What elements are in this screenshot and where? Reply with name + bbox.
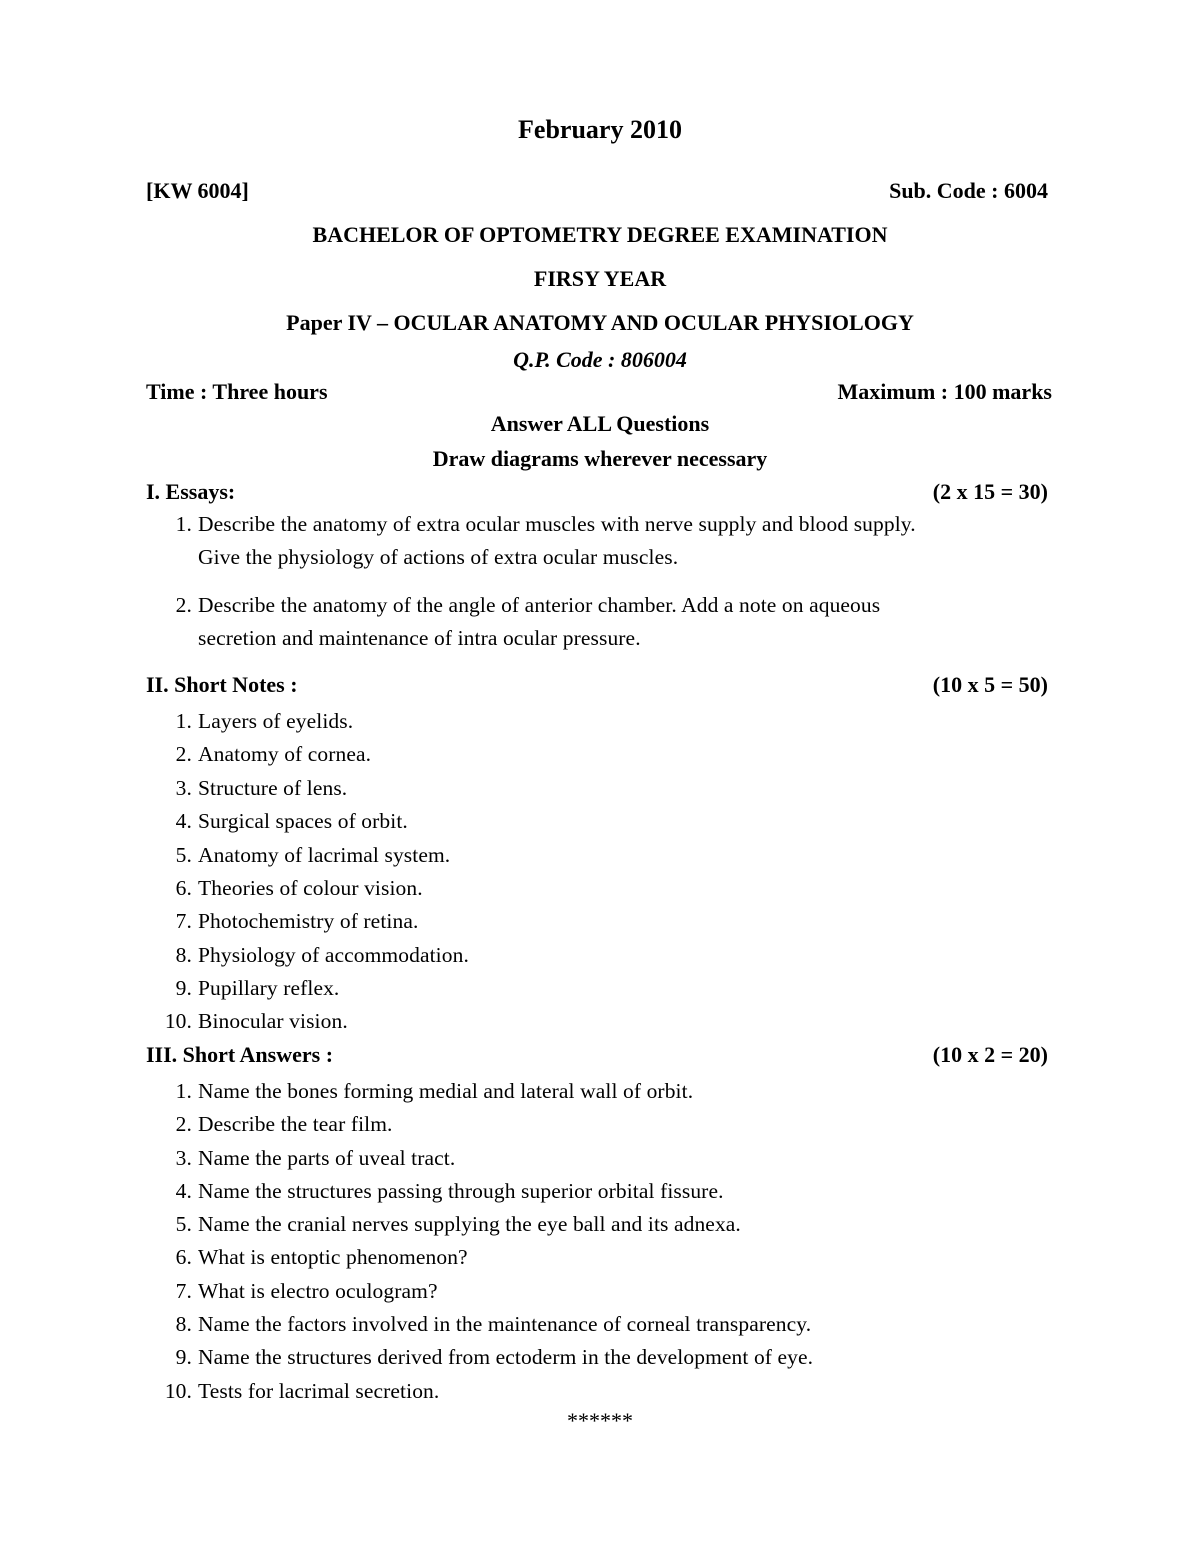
item-number: 9. <box>175 1345 192 1369</box>
item-number: 4. <box>175 1179 192 1203</box>
list-item <box>152 1379 439 1404</box>
item-text: Name the factors involved in the maintenance of corneal transparency. <box>198 1312 812 1336</box>
item-number: 1. <box>175 512 192 536</box>
subject-code: Sub. Code : 6004 <box>889 178 1048 203</box>
exam-time: Time : Three hours <box>146 379 328 404</box>
item-number: 9. <box>175 976 192 1000</box>
list-item <box>152 1179 724 1204</box>
item-number: 7. <box>175 909 192 933</box>
item-number: 2. <box>175 742 192 766</box>
item-text: Describe the anatomy of the angle of anterior chamber. Add a note on aqueous <box>198 593 881 617</box>
list-item <box>152 1312 811 1337</box>
year-title: FIRSY YEAR <box>533 266 667 291</box>
list-item <box>152 1079 693 1104</box>
section-short-answers-marks: (10 x 2 = 20) <box>932 1042 1048 1067</box>
exam-code: [KW 6004] <box>146 178 249 203</box>
item-number: 5. <box>175 1212 192 1236</box>
item-number: 10. <box>164 1009 192 1033</box>
item-text: Name the bones forming medial and lateral wall of orbit. <box>198 1079 694 1103</box>
item-number: 1. <box>175 1079 192 1103</box>
paper-title: Paper IV – OCULAR ANATOMY AND OCULAR PHYSIOLOGY <box>286 310 914 335</box>
item-number: 7. <box>175 1279 192 1303</box>
list-item <box>152 742 371 767</box>
list-item <box>152 943 469 968</box>
item-text-continued: secretion and maintenance of intra ocular pressure. <box>198 626 641 650</box>
list-item <box>152 1245 468 1270</box>
item-text-continued: Give the physiology of actions of extra ocular muscles. <box>198 545 679 569</box>
list-item <box>152 1279 438 1304</box>
section-short-answers-title: III. Short Answers : <box>146 1042 334 1067</box>
item-text: Physiology of accommodation. <box>198 943 469 967</box>
list-item <box>152 593 880 618</box>
item-number: 8. <box>175 1312 192 1336</box>
list-item <box>152 909 418 934</box>
item-text: What is electro oculogram? <box>198 1279 438 1303</box>
item-number: 3. <box>175 776 192 800</box>
item-text: Pupillary reflex. <box>198 976 340 1000</box>
item-number: 3. <box>175 1146 192 1170</box>
qp-code: Q.P. Code : 806004 <box>513 347 687 372</box>
item-number: 2. <box>175 1112 192 1136</box>
item-text: Binocular vision. <box>198 1009 348 1033</box>
item-text: Layers of eyelids. <box>198 709 354 733</box>
list-item <box>152 1146 455 1171</box>
item-text: Name the structures passing through superior orbital fissure. <box>198 1179 724 1203</box>
item-number: 8. <box>175 943 192 967</box>
item-text: Describe the tear film. <box>198 1112 393 1136</box>
list-item <box>152 512 916 537</box>
item-text: Anatomy of cornea. <box>198 742 372 766</box>
item-number: 1. <box>175 709 192 733</box>
section-essays-title: I. Essays: <box>146 479 236 504</box>
list-item <box>152 1345 813 1370</box>
item-text: Structure of lens. <box>198 776 348 800</box>
list-item <box>152 709 353 734</box>
list-item <box>152 976 339 1001</box>
list-item <box>152 1112 393 1137</box>
item-number: 2. <box>175 593 192 617</box>
section-short-notes-title: II. Short Notes : <box>146 672 298 697</box>
list-item <box>152 843 450 868</box>
degree-title: BACHELOR OF OPTOMETRY DEGREE EXAMINATION <box>312 222 888 247</box>
section-essays-marks: (2 x 15 = 30) <box>932 479 1048 504</box>
list-item <box>152 809 408 834</box>
item-text: Name the structures derived from ectoderm in the development of eye. <box>198 1345 814 1369</box>
item-text: What is entoptic phenomenon? <box>198 1245 468 1269</box>
item-text: Theories of colour vision. <box>198 876 423 900</box>
list-item <box>152 776 347 801</box>
item-text: Name the parts of uveal tract. <box>198 1146 456 1170</box>
end-marker: ****** <box>567 1408 633 1433</box>
max-marks: Maximum : 100 marks <box>837 379 1052 404</box>
list-item <box>152 876 423 901</box>
item-text: Describe the anatomy of extra ocular muscles with nerve supply and blood supply. <box>198 512 916 536</box>
item-text: Photochemistry of retina. <box>198 909 419 933</box>
instruction-answer-all: Answer ALL Questions <box>490 411 710 436</box>
instruction-diagrams: Draw diagrams wherever necessary <box>432 446 768 471</box>
exam-date: February 2010 <box>518 115 682 144</box>
item-number: 10. <box>164 1379 192 1403</box>
item-text: Anatomy of lacrimal system. <box>198 843 451 867</box>
item-number: 4. <box>175 809 192 833</box>
list-item <box>152 1009 348 1034</box>
item-number: 5. <box>175 843 192 867</box>
item-text: Surgical spaces of orbit. <box>198 809 408 833</box>
item-number: 6. <box>175 876 192 900</box>
item-text: Name the cranial nerves supplying the eye ball and its adnexa. <box>198 1212 741 1236</box>
section-short-notes-marks: (10 x 5 = 50) <box>932 672 1048 697</box>
list-item <box>152 1212 741 1237</box>
item-number: 6. <box>175 1245 192 1269</box>
item-text: Tests for lacrimal secretion. <box>198 1379 440 1403</box>
